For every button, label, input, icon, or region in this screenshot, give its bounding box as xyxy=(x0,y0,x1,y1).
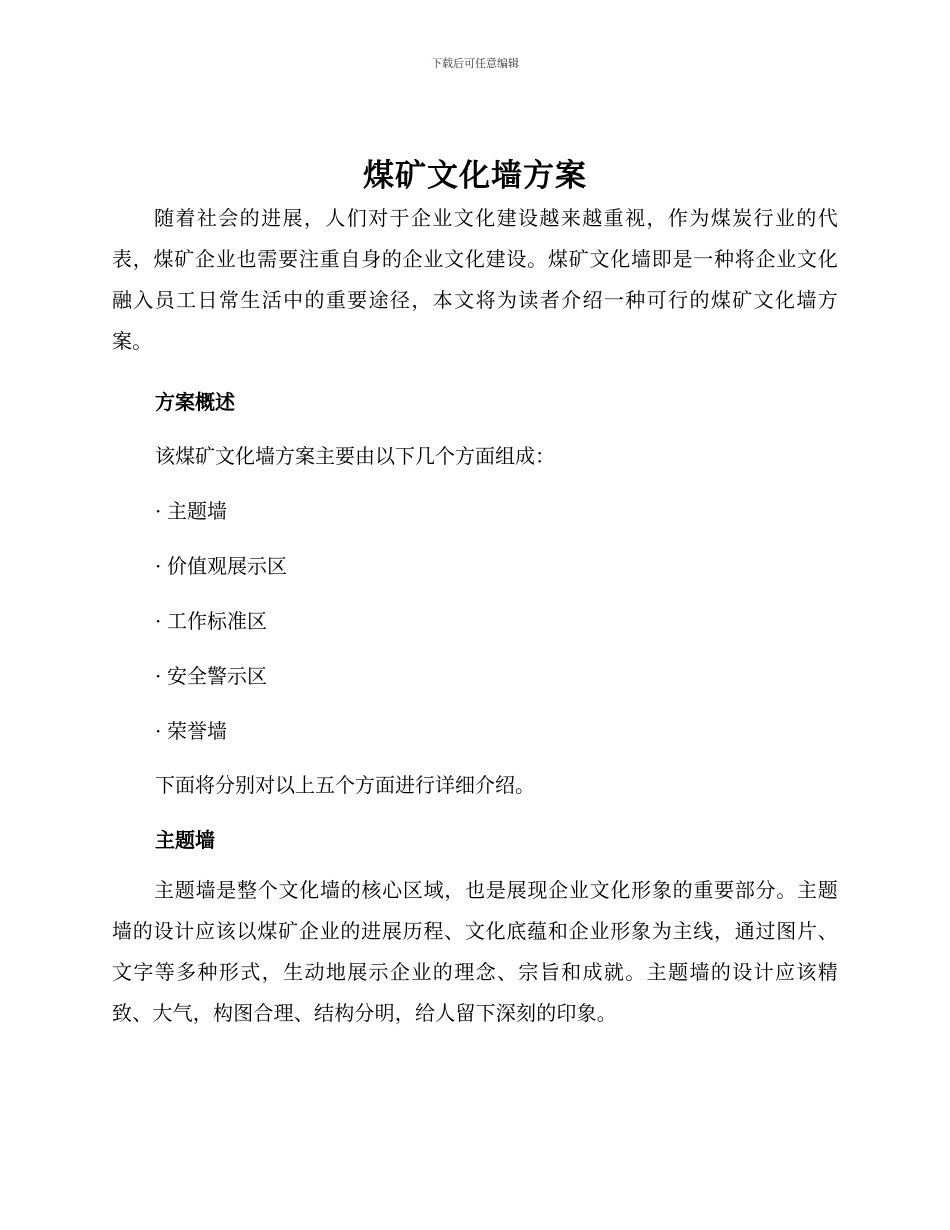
list-item-label: 价值观展示区 xyxy=(167,554,287,578)
list-item-label: 安全警示区 xyxy=(167,664,267,688)
bullet-icon: · xyxy=(155,719,162,743)
bullet-icon: · xyxy=(155,499,162,523)
section-heading-overview: 方案概述 xyxy=(155,390,235,414)
list-item-label: 主题墙 xyxy=(167,499,227,523)
overview-lead-text: 该煤矿文化墙方案主要由以下几个方面组成： xyxy=(155,444,555,468)
list-item xyxy=(155,552,287,580)
theme-wall-paragraph: 主题墙是整个文化墙的核心区域，也是展现企业文化形象的重要部分。主题墙的设计应该以煤矿企业的进展历程、文化底蕴和企业形象为主线，通过图片、文字等多种形式，生动地展示企业的理念、宗旨和成就。主题墙的设计应该精致、大气，构图合理、结构分明，给人留下深刻的印象。 xyxy=(112,878,838,1025)
list-item-label: 工作标准区 xyxy=(167,609,267,633)
document-title: 煤矿文化墙方案 xyxy=(363,158,587,194)
bullet-icon: · xyxy=(155,664,162,688)
overview-closing-text: 下面将分别对以上五个方面进行详细介绍。 xyxy=(155,773,535,797)
bullet-icon: · xyxy=(155,554,162,578)
list-item xyxy=(155,607,267,635)
bullet-icon: · xyxy=(155,609,162,633)
intro-paragraph: 随着社会的进展，人们对于企业文化建设越来越重视，作为煤炭行业的代表，煤矿企业也需要注重自身的企业文化建设。煤矿文化墙即是一种将企业文化融入员工日常生活中的重要途径，本文将为读者介绍一种可行的煤矿文化墙方案。 xyxy=(112,206,838,353)
page-header-note: 下载后可任意编辑 xyxy=(431,57,519,70)
list-item xyxy=(155,497,227,525)
list-item-label: 荣誉墙 xyxy=(167,719,227,743)
list-item xyxy=(155,662,267,690)
list-item xyxy=(155,717,227,745)
section-heading-theme-wall: 主题墙 xyxy=(155,828,215,852)
